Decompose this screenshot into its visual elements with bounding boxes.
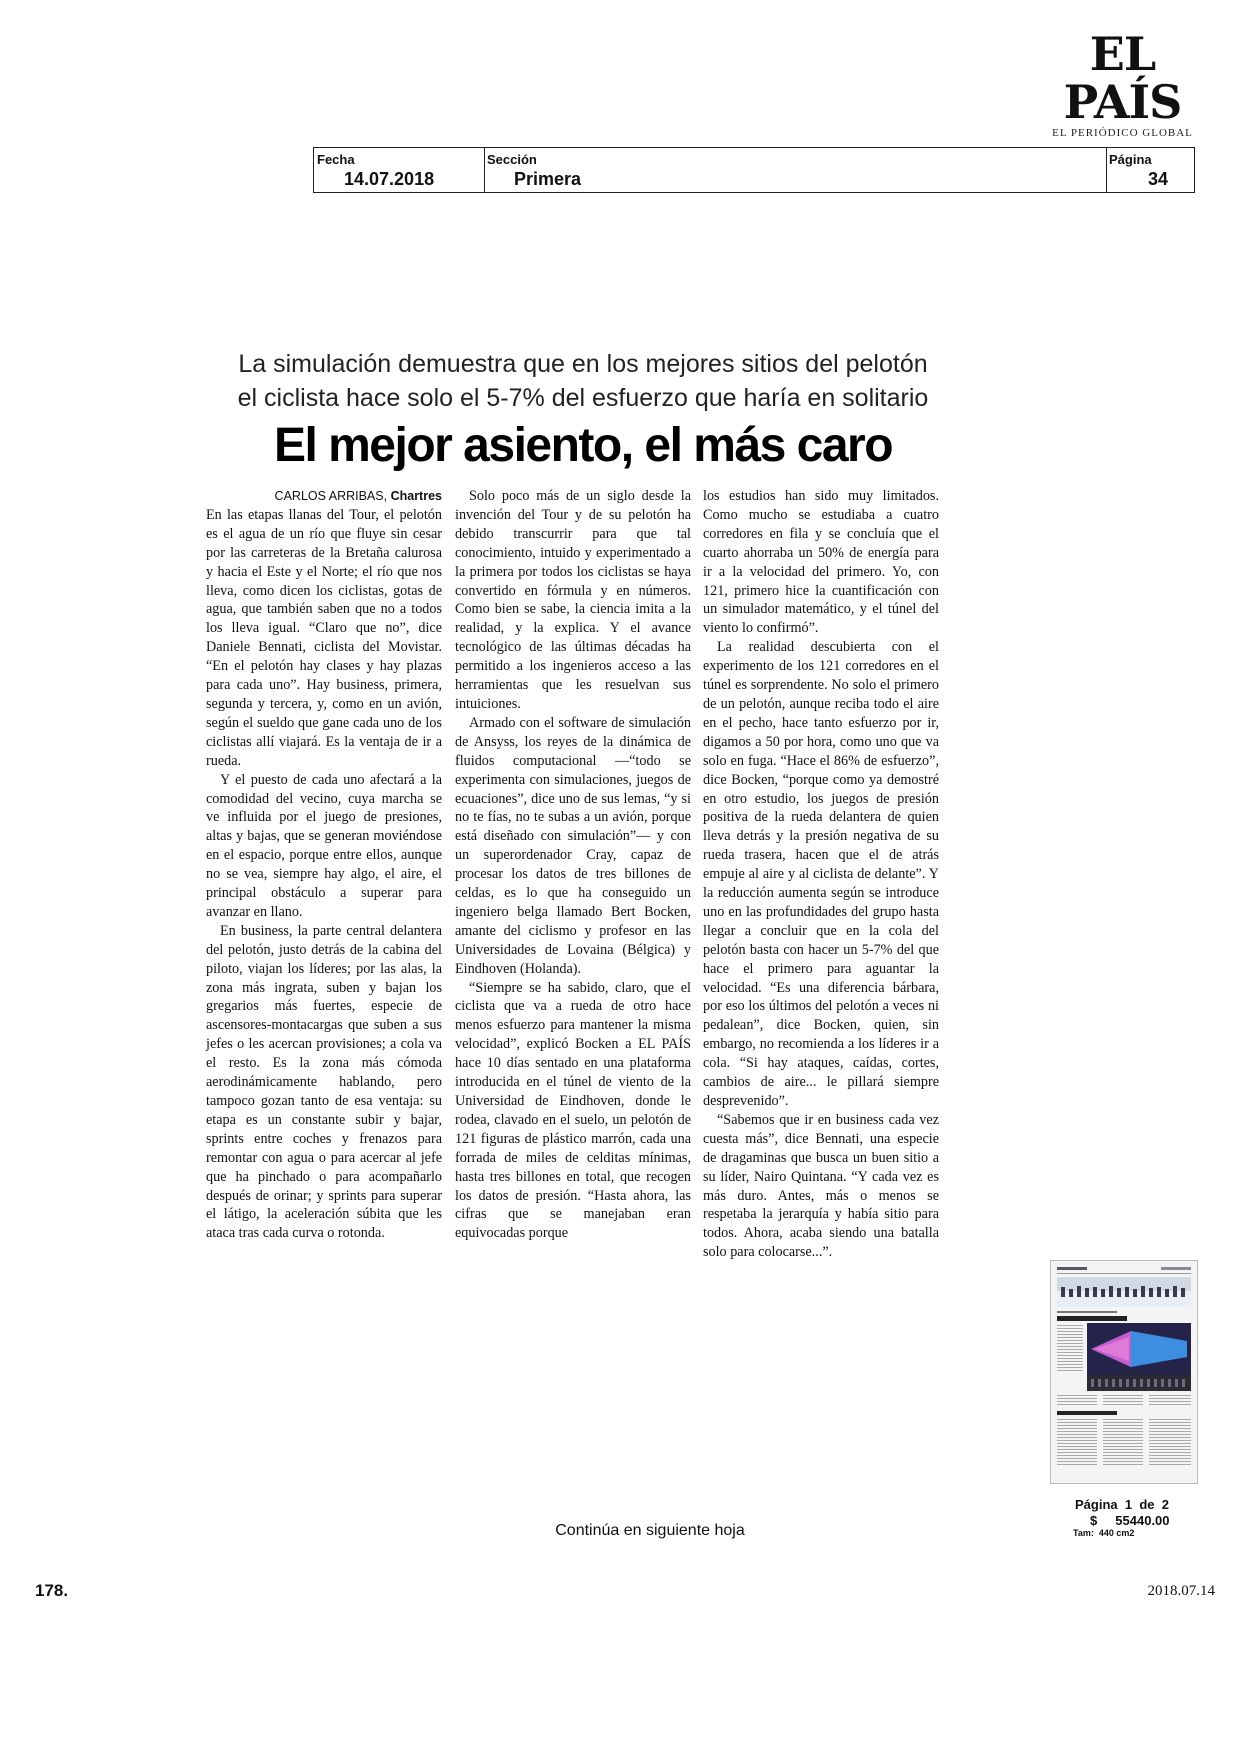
article-column-1 bbox=[206, 487, 442, 1243]
pagina-cell bbox=[1106, 148, 1194, 192]
logo-tagline: EL PERIÓDICO GLOBAL bbox=[1052, 127, 1193, 139]
clipping-meta-box bbox=[313, 147, 1195, 193]
el-pais-logo bbox=[1035, 27, 1210, 140]
fecha-label: Fecha bbox=[317, 152, 355, 167]
article-column-2 bbox=[455, 487, 691, 1243]
seccion-cell bbox=[484, 148, 1107, 192]
size-label: Tam: bbox=[1073, 1528, 1094, 1538]
pagina-value: 34 bbox=[1148, 169, 1169, 189]
article-subhead bbox=[188, 347, 978, 415]
page-thumbnail-graphic bbox=[1051, 1261, 1197, 1483]
pager-of: de bbox=[1139, 1497, 1155, 1512]
cost-amount: 55440.00 bbox=[1115, 1513, 1170, 1528]
article-headline: El mejor asiento, el más caro bbox=[273, 419, 893, 472]
fecha-value: 14.07.2018 bbox=[344, 169, 435, 189]
page-thumbnail bbox=[1050, 1260, 1198, 1484]
byline-place: Chartres bbox=[390, 489, 442, 503]
page-counter bbox=[1075, 1497, 1169, 1513]
subhead-line-2: el ciclista hace solo el 5-7% del esfuerzo que haría en solitario bbox=[237, 384, 929, 412]
cost-value bbox=[1090, 1513, 1170, 1529]
seccion-value: Primera bbox=[514, 169, 582, 189]
pager-label: Página bbox=[1075, 1497, 1118, 1512]
byline-author: CARLOS ARRIBAS, bbox=[274, 489, 388, 503]
paragraph: En las etapas llanas del Tour, el pelotón es el agua de un río que fluye sin cesar por las carreteras de la Bretaña calurosa y hacia el Este y el Norte; el río que nos lleva, como dicen los ciclistas, gotas de agua, que también saben que no a todos los lleva igual. “Claro que no”, dice Daniele Bennati, ciclista del Movistar. “En el pelotón hay clases y hay plazas para cada uno”. Hay business, primera, segunda y tercera, y, como en un avión, según el sueldo que gane cada uno de los ciclistas allí viajará. Es la ventaja de ir a rueda. bbox=[206, 506, 442, 769]
currency-symbol: $ bbox=[1090, 1513, 1098, 1528]
clip-number: 178. bbox=[35, 1581, 69, 1600]
paragraph: los estudios han sido muy limitados. Como mucho se estudiaba a cuatro corredores en fila y se concluía que el cuarto ahorraba un 50% de energía para ir a la velocidad del primero. Yo, con 121, primero hice la cuantificación con un simulador matemático, y el túnel del viento lo confirmó”. bbox=[703, 488, 939, 637]
size-value: 440 cm2 bbox=[1098, 1528, 1135, 1538]
footer-date: 2018.07.14 bbox=[1147, 1583, 1215, 1599]
subhead-line-1: La simulación demuestra que en los mejores sitios del pelotón bbox=[238, 350, 928, 378]
paragraph: La realidad descubierta con el experimento de los 121 corredores en el túnel es sorprendente. No solo el primero de un pelotón, aunque reciba todo el aire en el pecho, hace tanto esfuerzo por ir, digamos a 50 por hora, como uno que va solo en fuga. “Hace el 86% de esfuerzo”, dice Bocken, “porque como ya demostré en otro estudio, los juegos de presión positiva de la rueda delantera de quien lleva detrás y la presión negativa de su rueda trasera, hacen que el de atrás empuje al aire y al ciclista de delante”. Y la reducción aumenta según se introduce uno en las profundidades del grupo hasta llegar a concluir que en la cola del pelotón basta con hacer un 5-7% del que hace el primero para aguantar la velocidad. “Es una diferencia bárbara, por eso los últimos del pelotón a veces ni pedalean”, dice Bocken, quien, sin embargo, no recomienda a los líderes ir a cola. “Si hay ataques, caídas, cortes, cambios de aire... le pillará siempre desprevenido”. bbox=[703, 639, 939, 1109]
continue-notice: Continúa en siguiente hoja bbox=[555, 1522, 745, 1539]
paragraph: “Siempre se ha sabido, claro, que el ciclista que va a rueda de otro hace menos esfuerzo para mantener la misma velocidad”, explicó Bocken a EL PAÍS hace 10 días sentado en una plataforma introducida en el túnel de viento de la Universidad de Eindhoven, donde le rodea, clavado en el suelo, un pelotón de 121 figuras de plástico marrón, cada una forrada de miles de celditas mínimas, hasta tres billones en total, que recogen los datos de presión. “Hasta ahora, las cifras que se manejaban eran equivocadas porque bbox=[455, 979, 691, 1242]
logo-wordmark: EL PAÍS bbox=[1063, 27, 1182, 129]
seccion-label: Sección bbox=[487, 152, 537, 167]
paragraph: “Sabemos que ir en business cada vez cuesta más”, dice Bennati, una especie de dragaminas que busca un buen sitio a su líder, Nairo Quintana. “Y cada vez es más duro. Antes, más o menos se respetaba la jerarquía y había sitio para todos. Ahora, acaba siendo una batalla solo para colocarse...”. bbox=[703, 1111, 939, 1261]
clip-size bbox=[1073, 1528, 1134, 1538]
paragraph: Solo poco más de un siglo desde la invención del Tour y de su pelotón ha debido transcurrir para que tal conocimiento, intuido y experimentado a la primera por todos los ciclistas se haya convertido en fórmula y en números. Como bien se sabe, la ciencia imita a la realidad, y la explica. Y el avance tecnológico de las últimas décadas ha permitido a los ingenieros acceso a las herramientas que les resuelvan sus intuiciones. bbox=[455, 488, 691, 712]
article-column-3 bbox=[703, 487, 939, 1262]
paragraph: Armado con el software de simulación de Ansyss, los reyes de la dinámica de fluidos computacional —“todo se experimenta con simulaciones, juegos de ecuaciones”, dice uno de sus lemas, “y si no te fías, no te subas a un avión, porque está diseñado con simulación”— y con un superordenador Cray, capaz de procesar los datos de tres billones de celdas, es lo que ha conseguido un ingeniero belga llamado Bert Bocken, amante del ciclismo y profesor en las Universidades de Lovaina (Bélgica) y Eindhoven (Holanda). bbox=[455, 714, 691, 977]
pager-current: 1 bbox=[1124, 1497, 1133, 1512]
byline bbox=[206, 487, 442, 506]
pagina-label: Página bbox=[1109, 152, 1152, 167]
paragraph: En business, la parte central delantera del pelotón, justo detrás de la cabina del piloto, viajan los líderes; por las alas, la zona más ingrata, suben y bajan los gregarios más fuertes, especie de ascensores-montacargas que suben a sus jefes o les acercan provisiones; a cola va el resto. Es la zona más cómoda aerodinámicamente hablando, pero tampoco gozan tanto de esa ventaja: su etapa es un constante subir y bajar, sprints entre coches y frenazos para remontar con agua o para acercar al jefe que ha pinchado o para acompañarlo después de orinar; y sprints para superar el látigo, la aceleración súbita que les ataca tras cada curva o rotonda. bbox=[206, 922, 442, 1242]
pager-total: 2 bbox=[1161, 1497, 1169, 1512]
fecha-cell bbox=[314, 148, 485, 192]
paragraph: Y el puesto de cada uno afectará a la comodidad del vecino, cuya marcha se ve influida por el juego de presiones, altas y bajas, que se generan moviéndose en el espacio, porque entre ellos, aunque no se vea, siempre hay algo, el aire, el principal obstáculo a superar para avanzar en llano. bbox=[206, 771, 442, 920]
